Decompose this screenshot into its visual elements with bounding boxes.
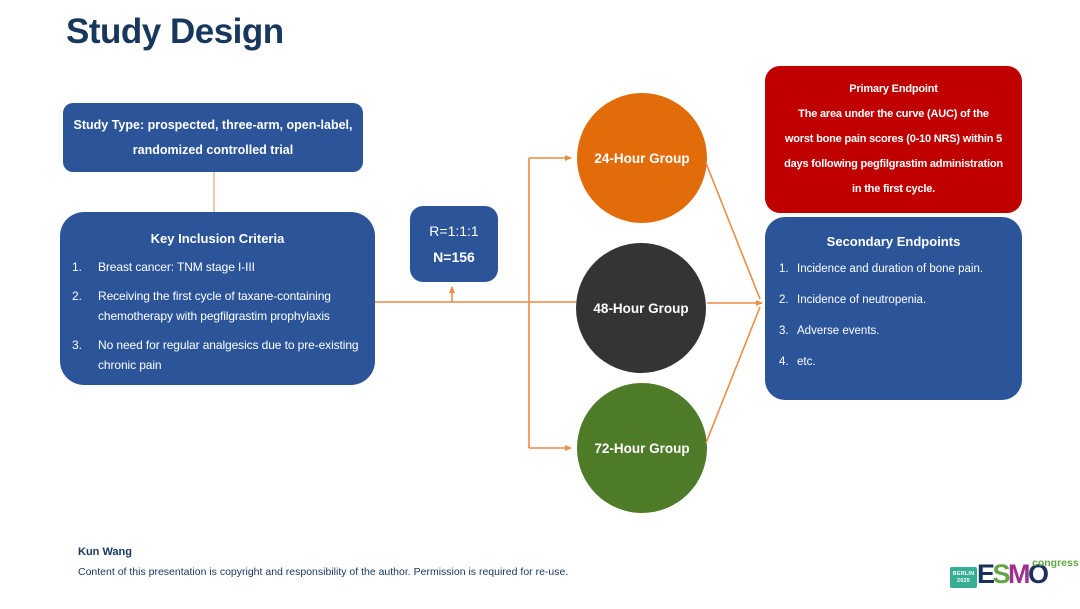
footer-author: Kun Wang <box>78 546 132 558</box>
randomization-ratio: R=1:1:1 <box>429 223 479 239</box>
footer-copyright: Content of this presentation is copyright and responsibility of the author. Permission is required for re-use. <box>78 566 569 578</box>
group-circle-48-hour <box>576 243 706 373</box>
list-number: 4. <box>779 356 789 368</box>
esmo-letter: E <box>977 559 993 589</box>
inclusion-item-text: chemotherapy with pegfilgrastim prophylaxis <box>98 309 330 323</box>
secondary-endpoints-box <box>765 217 1022 400</box>
esmo-letter: S <box>992 559 1009 589</box>
list-number: 1. <box>779 263 789 275</box>
inclusion-item-text: No need for regular analgesics due to pre-existing <box>98 338 359 352</box>
primary-endpoint-title: Primary Endpoint <box>849 83 938 95</box>
primary-endpoint-line: in the first cycle. <box>851 183 935 195</box>
list-number: 3. <box>779 325 789 337</box>
secondary-endpoint-text: Incidence and duration of bone pain. <box>797 263 984 275</box>
study-type-line1: Study Type: prospected, three-arm, open-label, <box>73 117 353 132</box>
page-title: Study Design <box>66 12 284 51</box>
study-type-line2: randomized controlled trial <box>132 142 294 157</box>
primary-endpoint-line: worst bone pain scores (0-10 NRS) within 5 <box>784 133 1003 145</box>
secondary-endpoint-text: etc. <box>797 356 816 368</box>
group-circle-24-hour <box>577 93 707 223</box>
randomization-box <box>410 206 498 282</box>
primary-endpoint-box <box>765 66 1022 213</box>
esmo-letter: M <box>1008 559 1029 589</box>
connector-24h-to-endpoints <box>706 163 760 299</box>
list-number: 1. <box>72 260 82 274</box>
secondary-endpoints-title: Secondary Endpoints <box>826 234 961 249</box>
inclusion-criteria-box <box>60 212 375 385</box>
logo-venue: BERLIN <box>952 570 975 577</box>
study-type-box <box>63 103 363 172</box>
secondary-endpoint-item <box>779 293 1016 307</box>
primary-endpoint-line: The area under the curve (AUC) of the <box>798 108 989 120</box>
sample-size: N=156 <box>433 249 475 265</box>
inclusion-item <box>72 286 369 326</box>
group-circle-72-hour <box>577 383 707 513</box>
secondary-endpoint-item <box>779 324 1016 338</box>
list-number: 3. <box>72 338 82 352</box>
secondary-endpoint-item <box>779 262 1016 276</box>
berlin-2025-badge <box>950 567 977 588</box>
secondary-endpoint-text: Adverse events. <box>797 325 880 337</box>
secondary-endpoint-item <box>779 355 1016 369</box>
esmo-letter: O <box>1028 559 1047 589</box>
primary-endpoint-line: days following pegfilgrastim administration <box>784 158 1003 170</box>
esmo-congress-logo <box>948 556 1079 598</box>
inclusion-item-text: chronic pain <box>98 358 162 372</box>
list-number: 2. <box>72 289 82 303</box>
logo-year: 2025 <box>956 577 971 584</box>
group-label: 48-Hour Group <box>593 300 689 316</box>
inclusion-item-text: Breast cancer: TNM stage I-III <box>98 260 255 274</box>
group-label: 24-Hour Group <box>594 150 690 166</box>
secondary-endpoint-text: Incidence of neutropenia. <box>797 294 927 306</box>
group-label: 72-Hour Group <box>594 440 690 456</box>
congress-label: congress <box>1032 557 1079 569</box>
inclusion-item <box>72 257 369 277</box>
inclusion-item-text: Receiving the first cycle of taxane-containing <box>98 289 331 303</box>
list-number: 2. <box>779 294 789 306</box>
connector-72h-to-endpoints <box>706 307 760 443</box>
inclusion-item <box>72 335 369 375</box>
inclusion-criteria-title: Key Inclusion Criteria <box>150 231 285 246</box>
